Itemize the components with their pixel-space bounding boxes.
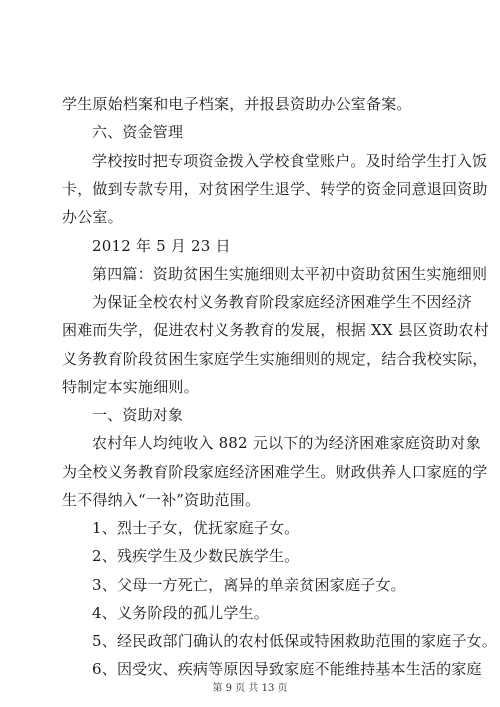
page-number-footer: 第 9 页 共 13 页 xyxy=(212,683,288,694)
list-item: 2、残疾学生及少数民族学生。 xyxy=(92,547,300,565)
section-heading: 六、资金管理 xyxy=(92,123,184,141)
list-item: 6、因受灾、疾病等原因导致家庭不能维持基本生活的家庭 xyxy=(92,660,482,678)
list-item: 3、父母一方死亡，离异的单亲贫困家庭子女。 xyxy=(92,576,406,594)
list-item: 4、义务阶段的孤儿学生。 xyxy=(92,604,269,622)
date-line: 2012 年 5 月 23 日 xyxy=(92,237,231,255)
text-line: 学生原始档案和电子档案，并报县资助办公室备案。 xyxy=(62,95,412,113)
text-line: 为全校义务教育阶段家庭经济困难学生。财政供养人口家庭的学 xyxy=(62,463,488,481)
text-line: 学校按时把专项资金拨入学校食堂账户。及时给学生打入饭 xyxy=(92,152,488,170)
list-item: 5、经民政部门确认的农村低保或特困救助范围的家庭子女。 xyxy=(92,632,497,650)
text-line: 卡，做到专款专用，对贫困学生退学、转学的资金同意退回资助 xyxy=(62,180,488,198)
section-heading: 一、资助对象 xyxy=(92,406,184,424)
text-line: 义务教育阶段贫困生家庭学生实施细则的规定，结合我校实际， xyxy=(62,350,488,368)
list-item: 1、烈士子女，优抚家庭子女。 xyxy=(92,519,300,537)
text-line: 办公室。 xyxy=(62,208,123,226)
text-line: 困难而失学，促进农村义务教育的发展，根据 XX 县区资助农村 xyxy=(62,321,489,339)
text-line: 为保证全校农村义务教育阶段家庭经济困难学生不因经济 xyxy=(92,293,473,311)
text-line: 特制定本实施细则。 xyxy=(62,378,199,396)
chapter-title: 第四篇：资助贫困生实施细则太平初中资助贫困生实施细则 xyxy=(92,265,488,283)
text-line: 农村年人均纯收入 882 元以下的为经济困难家庭资助对象 xyxy=(92,434,481,452)
text-line: 生不得纳入“一补”资助范围。 xyxy=(62,491,261,509)
